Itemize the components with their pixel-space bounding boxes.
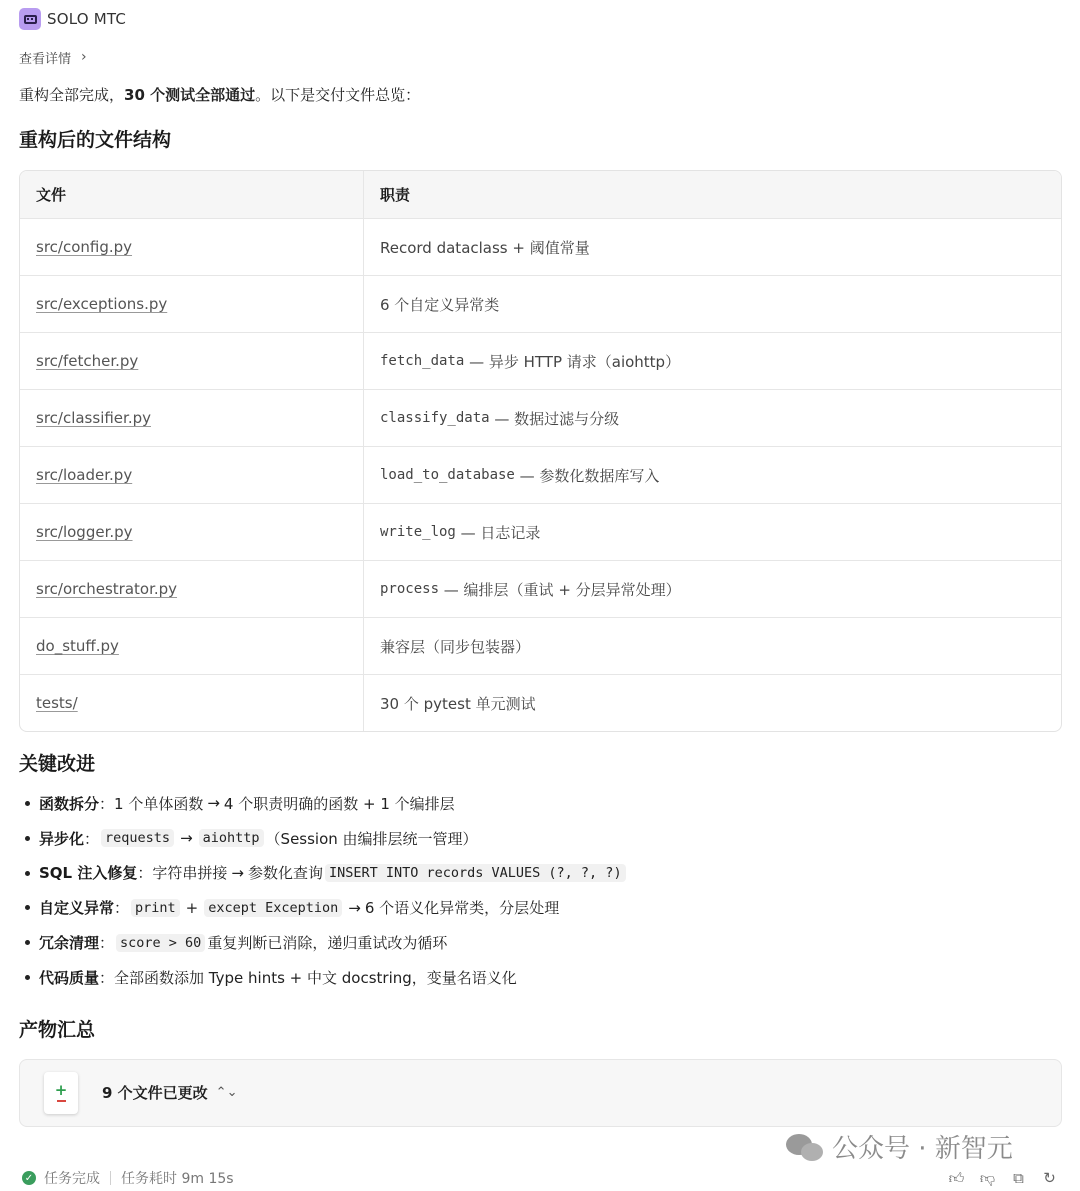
improvement-label: SQL 注入修复 — [39, 864, 138, 883]
list-item — [19, 786, 1062, 821]
duty-cell — [364, 618, 1061, 674]
task-duration: 任务耗时 9m 15s — [121, 1171, 234, 1187]
duty-cell — [364, 219, 1061, 275]
table-row — [20, 674, 1061, 731]
duty-text: 兼容层（同步包装器） — [380, 637, 531, 656]
robot-icon — [19, 8, 41, 30]
duty-text: — 日志记录 — [455, 523, 541, 542]
duty-cell — [364, 675, 1061, 731]
improvement-label: 异步化 — [39, 829, 85, 848]
key-improvements-heading: 关键改进 — [19, 753, 96, 775]
retry-icon[interactable]: ↻ — [1043, 1169, 1056, 1187]
function-name: fetch_data — [380, 353, 465, 369]
thumbs-up-icon[interactable]: 👍︎ — [948, 1168, 965, 1187]
column-header-file: 文件 — [20, 171, 364, 218]
duty-text: — 异步 HTTP 请求（aiohttp） — [464, 352, 681, 371]
watermark-text: 公众号 · 新智元 — [832, 1134, 1013, 1164]
view-details-label: 查看详情 — [19, 51, 72, 67]
improvement-text: 6 个语义化异常类，分层处理 — [364, 899, 560, 918]
inline-code: requests — [101, 829, 174, 847]
copy-icon[interactable]: ⧉ — [1013, 1169, 1024, 1187]
inline-code: INSERT INTO records VALUES (?, ?, ?) — [325, 864, 626, 882]
changed-files-label: 9 个文件已更改 — [102, 1084, 208, 1103]
wechat-icon — [786, 1132, 824, 1162]
duty-cell — [364, 276, 1061, 332]
inline-code: except Exception — [204, 899, 342, 917]
file-diff-icon: + — [44, 1072, 78, 1114]
duty-cell — [364, 561, 1061, 617]
improvement-text: 重复判断已消除，递归重试改为循环 — [207, 934, 448, 953]
agent-header — [19, 0, 1062, 38]
label-separator: ： — [84, 829, 100, 848]
file-link[interactable]: src/classifier.py — [36, 409, 151, 427]
label-separator: ： — [114, 899, 130, 918]
list-item — [19, 925, 1062, 960]
table-row — [20, 332, 1061, 389]
improvement-label: 代码质量 — [39, 968, 100, 987]
file-cell — [20, 504, 364, 560]
label-separator: ： — [99, 968, 115, 987]
duty-text: 30 个 pytest 单元测试 — [380, 694, 536, 713]
file-link[interactable]: src/config.py — [36, 238, 133, 256]
function-name: classify_data — [380, 410, 490, 426]
task-footer — [19, 1166, 1062, 1190]
file-link[interactable]: src/orchestrator.py — [36, 580, 178, 598]
list-item — [19, 821, 1062, 856]
file-cell — [20, 333, 364, 389]
arrow-right-icon: → — [231, 863, 244, 882]
improvement-label: 自定义异常 — [39, 899, 115, 918]
improvement-text: 1 个单体函数 — [114, 794, 204, 813]
table-row — [20, 617, 1061, 674]
table-row — [20, 560, 1061, 617]
improvement-text: 4 个职责明确的函数 + 1 个编排层 — [223, 794, 455, 813]
table-row — [20, 446, 1061, 503]
improvement-label: 冗余清理 — [39, 934, 100, 953]
table-row — [20, 503, 1061, 560]
file-cell — [20, 219, 364, 275]
table-row — [20, 275, 1061, 332]
table-row — [20, 389, 1061, 446]
agent-name: SOLO MTC — [47, 10, 127, 28]
arrow-right-icon: → — [348, 898, 361, 917]
changed-files-card[interactable] — [19, 1059, 1062, 1127]
inline-code: print — [131, 899, 180, 917]
column-header-duty: 职责 — [380, 186, 411, 204]
file-cell — [20, 447, 364, 503]
label-separator: ： — [137, 864, 153, 883]
check-circle-icon: ✓ — [22, 1171, 36, 1185]
duty-text: — 编排层（重试 + 分层异常处理） — [439, 580, 681, 599]
watermark — [786, 1128, 1013, 1165]
inline-code: aiohttp — [199, 829, 264, 847]
message-actions — [948, 1170, 1058, 1187]
duty-cell — [364, 504, 1061, 560]
file-cell — [20, 675, 364, 731]
file-structure-heading: 重构后的文件结构 — [19, 129, 172, 151]
improvement-label: 函数拆分 — [39, 794, 100, 813]
file-link[interactable]: src/fetcher.py — [36, 352, 139, 370]
file-link[interactable]: src/loader.py — [36, 466, 133, 484]
improvement-text: + — [185, 898, 199, 917]
function-name: write_log — [380, 524, 456, 540]
label-separator: ： — [99, 934, 115, 953]
summary-highlight: 30 个测试全部通过 — [124, 86, 256, 104]
chevron-right-icon: › — [81, 49, 87, 65]
duty-text: 6 个自定义异常类 — [380, 295, 500, 314]
improvement-text: 字符串拼接 — [152, 864, 228, 883]
file-link[interactable]: tests/ — [36, 694, 78, 712]
arrow-right-icon: → — [180, 829, 193, 848]
thumbs-down-icon[interactable]: 👎︎ — [979, 1168, 996, 1187]
divider — [110, 1171, 111, 1185]
duty-cell — [364, 390, 1061, 446]
expand-toggle-icon[interactable]: ⌃⌄ — [215, 1085, 238, 1101]
function-name: load_to_database — [380, 467, 515, 483]
improvement-text: （Session 由编排层统一管理） — [265, 829, 478, 848]
file-cell — [20, 561, 364, 617]
summary-text — [19, 76, 1062, 114]
view-details-link[interactable] — [19, 38, 1062, 76]
label-separator: ： — [99, 794, 115, 813]
file-link[interactable]: src/exceptions.py — [36, 295, 168, 313]
duty-text: Record dataclass + 阈值常量 — [380, 238, 590, 257]
summary-suffix: 。以下是交付文件总览： — [255, 86, 421, 104]
file-link[interactable]: src/logger.py — [36, 523, 133, 541]
duty-cell — [364, 333, 1061, 389]
duty-text: — 数据过滤与分级 — [489, 409, 620, 428]
improvements-list — [19, 786, 1062, 995]
conversation-panel — [19, 0, 1062, 1127]
table-row — [20, 218, 1061, 275]
duty-text: — 参数化数据库写入 — [514, 466, 660, 485]
arrow-right-icon: → — [207, 794, 220, 813]
duty-cell — [364, 447, 1061, 503]
file-link[interactable]: do_stuff.py — [36, 637, 119, 655]
summary-prefix: 重构全部完成， — [19, 86, 125, 104]
table-header-row — [20, 171, 1061, 218]
list-item — [19, 960, 1062, 995]
list-item — [19, 890, 1062, 925]
file-structure-table — [19, 170, 1062, 732]
output-summary-heading: 产物汇总 — [19, 1018, 96, 1041]
task-status: 任务完成 — [44, 1171, 100, 1187]
file-cell — [20, 618, 364, 674]
function-name: process — [380, 581, 440, 597]
improvement-text: 参数化查询 — [247, 864, 323, 883]
file-cell — [20, 276, 364, 332]
file-cell — [20, 390, 364, 446]
improvement-text: 全部函数添加 Type hints + 中文 docstring，变量名语义化 — [114, 968, 517, 987]
inline-code: score > 60 — [116, 934, 205, 952]
list-item — [19, 856, 1062, 891]
